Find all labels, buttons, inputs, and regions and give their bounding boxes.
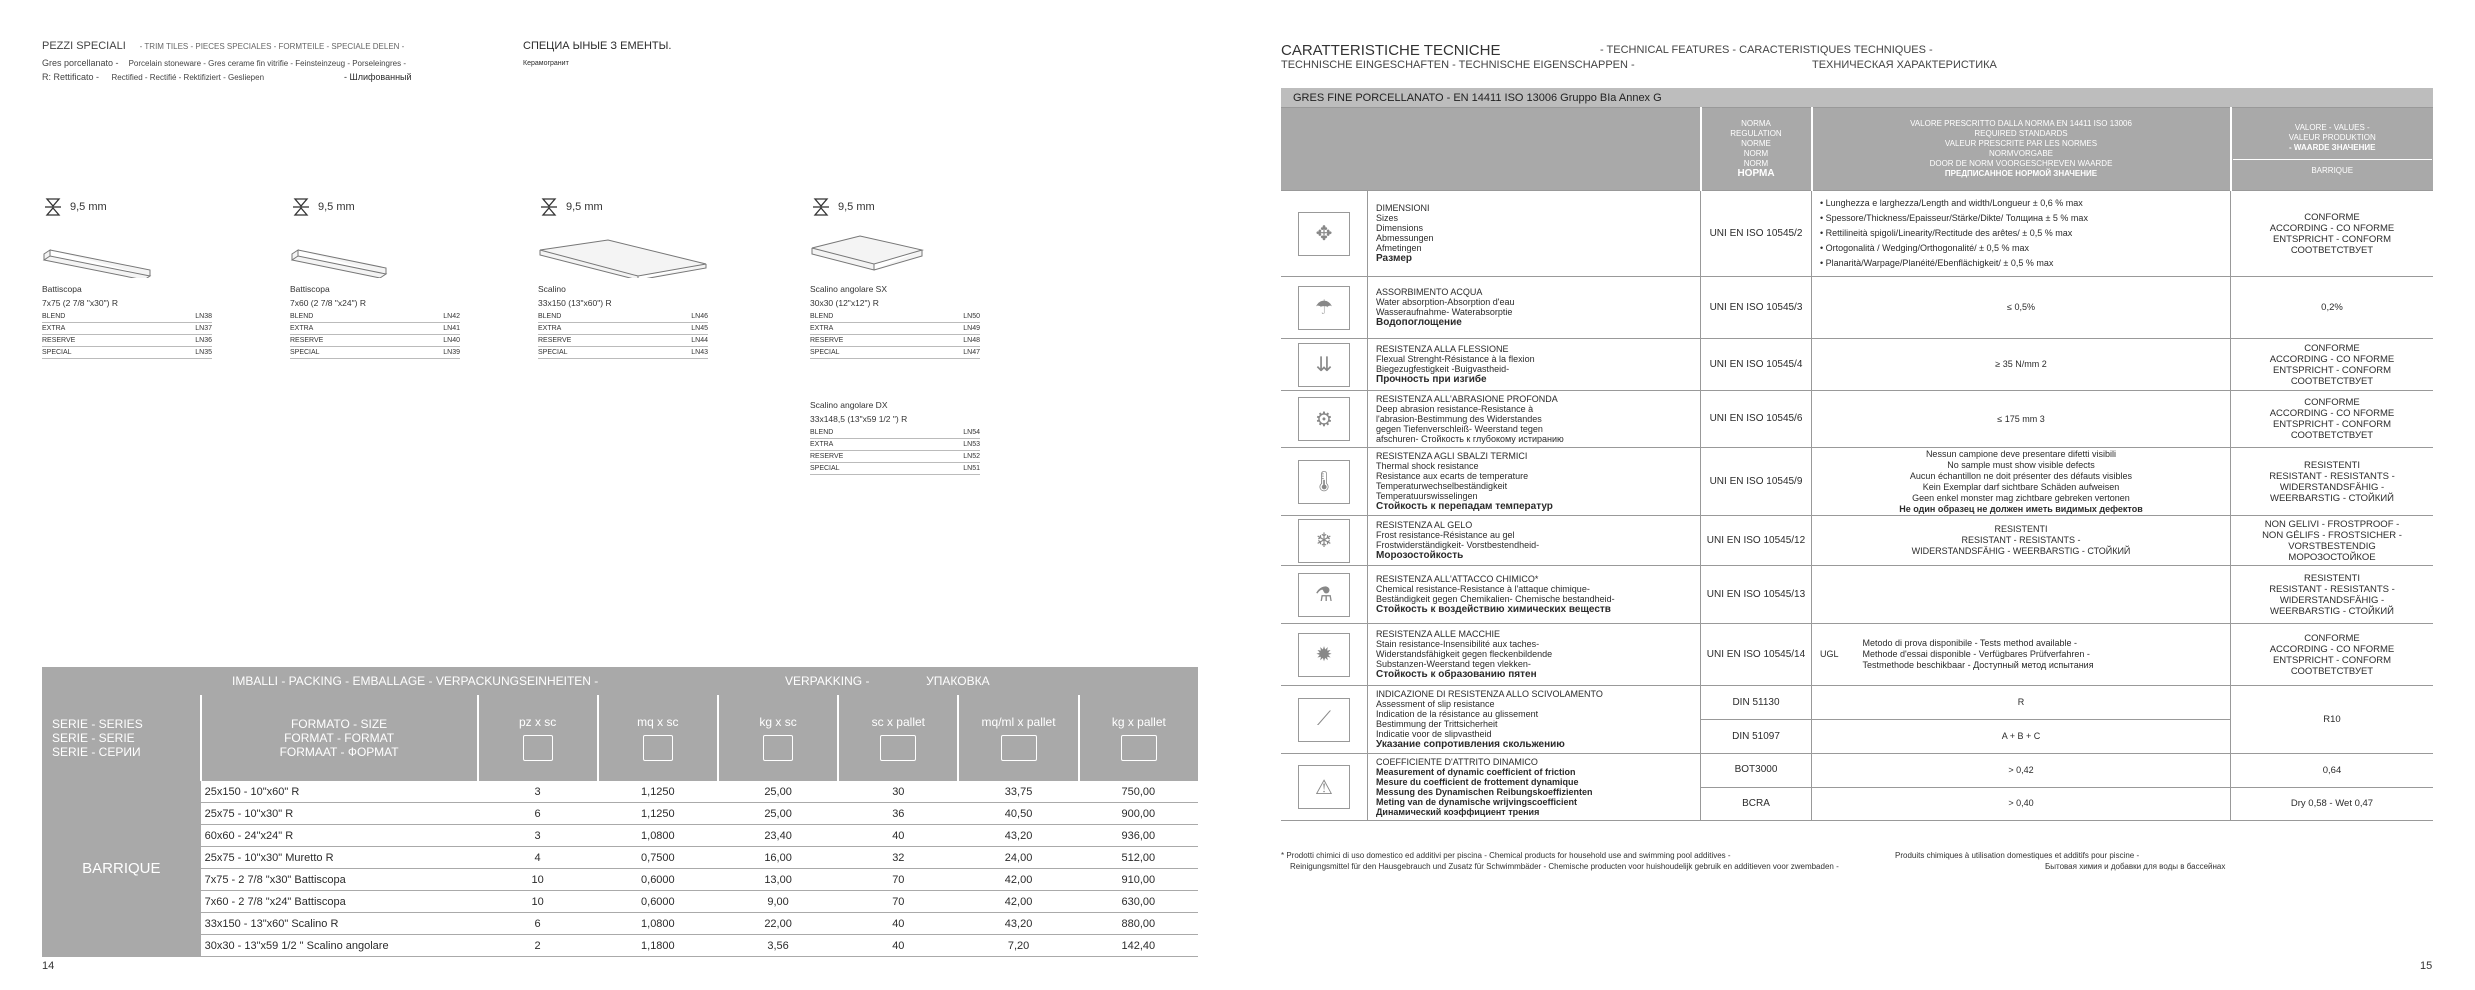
- req-cell: ≤ 0,5%: [1812, 277, 2231, 339]
- stain-icon: ✹: [1298, 633, 1350, 677]
- value-cell: 0,64: [2231, 754, 2434, 788]
- packing-title-2: VERPAKKING -: [785, 674, 870, 688]
- kg-cell: 13,00: [718, 869, 838, 891]
- col-pz: pz x sc: [478, 695, 598, 781]
- thickness-indicator: [538, 196, 738, 218]
- tech-row-flexion: ⇊ RESISTENZA ALLA FLESSIONE Flexual Strenght-Résistance à la flexion Biegezugfestigkeit -Buigvastheid- Прочность при изгибе UNI EN ISO 10545/4 ≥ 35 N/mm 2 CONFORME ACCORDING - CO NFORME ENTSPRICHT - CONFORM СООТВЕТСТВУЕТ: [1281, 339, 2433, 391]
- table-row: [42, 781, 1198, 803]
- packing-table: [42, 667, 1198, 957]
- variant: RESERVE: [810, 335, 940, 347]
- tech-row-slip-1: ⟋ INDICAZIONE DI RESISTENZA ALLO SCIVOLAMENTO Assessment of slip resistance Indication de la résistance au glissement Bestimmung der Trittsicherheit Indicatie voor de slipvastheid Указание сопротивления скольжению DIN 51130 R R10: [1281, 686, 2433, 720]
- variant: RESERVE: [538, 335, 668, 347]
- col-mq: mq x sc: [598, 695, 718, 781]
- left-header-line1: [42, 40, 404, 52]
- mq-pallet-cell: 42,00: [958, 891, 1078, 913]
- sc-pallet-cell: 30: [838, 781, 958, 803]
- tech-row-absorption: ☂ ASSORBIMENTO ACQUA Water absorption-Absorption d'eau Wasseraufnahme- Waterabsorptie Водопоглощение UNI EN ISO 10545/3 ≤ 0,5% 0,2%: [1281, 277, 2433, 339]
- sc-pallet-cell: 36: [838, 803, 958, 825]
- skirting-illustration: [42, 218, 152, 278]
- product-codes-table: [42, 311, 212, 359]
- product-block-3: [538, 196, 738, 359]
- norm-cell: UNI EN ISO 10545/14: [1701, 624, 1812, 686]
- format-cell: 25x150 - 10"x60" R: [201, 781, 478, 803]
- product-size: 7x75 (2 7/8 "x30") R: [42, 298, 118, 308]
- product-size: 30x30 (12"x12") R: [810, 298, 879, 308]
- product-name: Battiscopa: [42, 284, 82, 294]
- variant: RESERVE: [810, 451, 940, 463]
- product-size: 33x148,5 (13"x59 1/2 ") R: [810, 414, 908, 424]
- russian-title: СПЕЦИА ЫНЫЕ З ЕМЕНТЫ.: [523, 40, 672, 52]
- mq-cell: 1,1250: [598, 781, 718, 803]
- code: LN41: [420, 323, 460, 335]
- kg-pallet-cell: 630,00: [1079, 891, 1198, 913]
- req-cell: > 0,40: [1812, 787, 2231, 821]
- value-cell: 0,2%: [2231, 277, 2434, 339]
- kg-cell: 25,00: [718, 803, 838, 825]
- code: LN46: [668, 311, 708, 323]
- table-row: [42, 891, 1198, 913]
- code: LN37: [172, 323, 212, 335]
- tech-row-abrasion: ⚙ RESISTENZA ALL'ABRASIONE PROFONDA Deep abrasion resistance-Resistance à l'abrasion-Bestimmung des Widerstandes gegen Tiefenverschleiß- Weerstand tegen afschuren- Стойкость к глубокому истиранию UNI EN ISO 10545/6 ≤ 175 mm 3 CONFORME ACCORDING - CO NFORME ENTSPRICHT - CONFORM СООТВЕТСТВУЕТ: [1281, 391, 2433, 448]
- footnote-2b: Бытовая химия и добавки для воды в бассейнах: [2045, 862, 2226, 871]
- variant: BLEND: [538, 311, 668, 323]
- product-block-2: [290, 196, 490, 359]
- thickness-indicator: [42, 196, 242, 218]
- line3-label: R: Rettificato -: [42, 72, 100, 82]
- packing-title: IMBALLI - PACKING - EMBALLAGE - VERPACKUNGSEINHEITEN -: [232, 674, 599, 688]
- norm-cell: UNI EN ISO 10545/3: [1701, 277, 1812, 339]
- code: LN48: [940, 335, 980, 347]
- kg-cell: 3,56: [718, 935, 838, 957]
- tech-row-stains: ✹ RESISTENZA ALLE MACCHIE Stain resistance-Insensibilité aux taches- Widerstandsfähigkeit gegen fleckenbildende Substanzen-Weerstand tegen vlekken- Стойкость к образованию пятен UNI EN ISO 10545/14 UGL Metodo di prova disponibile - Tests method available - Methode d'essai disponible - Verfügbares Prüfverfahren - Testmethode beschikbaar - Доступный метод испытания CONFORME ACCORDING - CO NFORME ENTSPRICHT - CONFORM СООТВЕТСТВУЕТ: [1281, 624, 2433, 686]
- code: LN44: [668, 335, 708, 347]
- tech-row-thermal: 🌡 RESISTENZA AGLI SBALZI TERMICI Thermal shock resistance Resistance aux ecarts de temperature Temperaturwechselbeständigkeit Temperatuurswisselingen Стойкость к перепадам температур UNI EN ISO 10545/9 Nessun campione deve presentare difetti visibili No sample must show visible defects Aucun échantillon ne doit présenter des défauts visibles Kein Exemplar darf sichtbare Schäden aufweisen Geen enkel monster mag zichtbare gebreken vertonen Не один образец не должен иметь видимых дефектов RESISTENTI RESISTANT - RESISTANTS - WIDERSTANDSFÄHIG - WEERBARSTIG - СТОЙКИЙ: [1281, 448, 2433, 516]
- norm-cell: UNI EN ISO 10545/9: [1701, 448, 1812, 516]
- sc-pallet-cell: 40: [838, 935, 958, 957]
- footnote-1b: Produits chimiques à utilisation domestiques et additifs pour piscine -: [1895, 851, 2140, 860]
- product-block-5: [810, 396, 1010, 475]
- pz-cell: 2: [478, 935, 598, 957]
- page-number-left: 14: [42, 960, 55, 972]
- packing-column-headers: [42, 695, 1198, 781]
- mq-pallet-cell: 43,20: [958, 913, 1078, 935]
- product-codes-table: [810, 311, 980, 359]
- tech-row-chemical: ⚗ RESISTENZA ALL'ATTACCO CHIMICO* Chemical resistance-Resistance à l'attaque chimique- Beständigkeit gegen Chemikalien- Chemische bestandheid- Стойкость к воздействию химических веществ UNI EN ISO 10545/13 RESISTENTI RESISTANT - RESISTANTS - WIDERSTANDSFÄHIG - WEERBARSTIG - СТОЙКИЙ: [1281, 566, 2433, 624]
- mq-pallet-cell: 33,75: [958, 781, 1078, 803]
- thickness-label: 9,5 mm: [838, 201, 875, 213]
- mq-pallet-cell: 42,00: [958, 869, 1078, 891]
- tech-row-frost: ❄ RESISTENZA AL GELO Frost resistance-Résistance au gel Frostwiderständigkeit- Vorstbestendheid- Морозостойкость UNI EN ISO 10545/12 RESISTENTI RESISTANT - RESISTANTS - WIDERSTANDSFÄHIG - WEERBARSTIG - СТОЙКИЙ NON GELIVI - FROSTPROOF - NON GÉLIFS - FROSTSICHER - VORSTBESTENDIG МОРОЗОСТОЙКОЕ: [1281, 516, 2433, 566]
- code: LN54: [940, 427, 980, 439]
- sc-pallet-cell: 70: [838, 891, 958, 913]
- variant: SPECIAL: [290, 347, 420, 359]
- pz-cell: 6: [478, 803, 598, 825]
- kg-cell: 16,00: [718, 847, 838, 869]
- col-sc-pallet: sc x pallet: [838, 695, 958, 781]
- variant: EXTRA: [290, 323, 420, 335]
- kg-pallet-cell: 936,00: [1079, 825, 1198, 847]
- pz-cell: 3: [478, 825, 598, 847]
- kg-cell: 22,00: [718, 913, 838, 935]
- product-name: Scalino angolare DX: [810, 400, 888, 410]
- variant: SPECIAL: [538, 347, 668, 359]
- kg-cell: 9,00: [718, 891, 838, 913]
- variant: EXTRA: [810, 323, 940, 335]
- req-cell: R: [1812, 686, 2231, 720]
- slipping-person-icon: ⚠: [1298, 765, 1350, 809]
- code: LN35: [172, 347, 212, 359]
- mq-pallet-cell: 43,20: [958, 825, 1078, 847]
- line2-label: Gres porcellanato -: [42, 58, 119, 68]
- mq-cell: 1,0800: [598, 825, 718, 847]
- table-caption-row: [1281, 88, 2433, 108]
- col-mq-pallet: mq/ml x pallet: [958, 695, 1078, 781]
- page-number-right: 15: [2420, 960, 2433, 972]
- format-cell: 25x75 - 10"x30" R: [201, 803, 478, 825]
- norm-cell: UNI EN ISO 10545/13: [1701, 566, 1812, 624]
- arrows-icon: ✥: [1298, 212, 1350, 256]
- thickness-label: 9,5 mm: [318, 201, 355, 213]
- value-cell: Dry 0,58 - Wet 0,47: [2231, 787, 2434, 821]
- norm-cell: UNI EN ISO 10545/4: [1701, 339, 1812, 391]
- sc-pallet-cell: 32: [838, 847, 958, 869]
- thickness-label: 9,5 mm: [566, 201, 603, 213]
- mq-cell: 1,0800: [598, 913, 718, 935]
- line2-translations: Porcelain stoneware - Gres cerame fin vitrifie - Feinsteinzeug - Porseleingres -: [128, 59, 407, 68]
- pz-cell: 10: [478, 891, 598, 913]
- thickness-indicator: [290, 196, 490, 218]
- mq-cell: 1,1250: [598, 803, 718, 825]
- variant: EXTRA: [538, 323, 668, 335]
- kg-cell: 25,00: [718, 781, 838, 803]
- format-cell: 30x30 - 13"x59 1/2 " Scalino angolare: [201, 935, 478, 957]
- flask-icon: ⚗: [1298, 573, 1350, 617]
- value-cell: R10: [2231, 686, 2434, 754]
- tech-title-russian: ТЕХНИЧЕСКАЯ ХАРАКТЕРИСТИКА: [1812, 59, 1997, 71]
- product-size: 33x150 (13"x60") R: [538, 298, 612, 308]
- sc-pallet-cell: 40: [838, 825, 958, 847]
- tech-row-friction-1: ⚠ COEFFICIENTE D'ATTRITO DINAMICO Measurement of dynamic coefficient of friction Mesure du coefficient de frottement dynamique Messung des Dynamischen Reibungskoeffizienten Meting van de dynamische wrijvingscoefficient Динамический коэффициент трения BOT3000 > 0,42 0,64: [1281, 754, 2433, 788]
- mq-cell: 0,6000: [598, 869, 718, 891]
- code: LN47: [940, 347, 980, 359]
- norm-cell: BOT3000: [1701, 754, 1812, 788]
- pallet-icon: [1121, 735, 1157, 761]
- thickness-icon: [810, 196, 832, 218]
- gear-icon: ⚙: [1298, 397, 1350, 441]
- technical-table: [1281, 88, 2433, 821]
- box-icon: [523, 735, 553, 761]
- kg-pallet-cell: 900,00: [1079, 803, 1198, 825]
- tech-row-dimensions: ✥ DIMENSIONI Sizes Dimensions Abmessungen Afmetingen Размер UNI EN ISO 10545/2 • Lunghezza e larghezza/Length and width/Longueur ± 0,6 % max • Spessore/Thickness/Epaisseur/Stärke/Dikte/ Толщина ± 5 % max • Rettilineità spigoli/Linearity/Rectitude des arêtes/ ± 0,5 % max • Ortogonalità / Wedging/Orthogonalité/ ± 0,5 % max • Planarità/Warpage/Planéité/Ebenflächigkeit/ ± 0,5 % max CONFORME ACCORDING - CO NFORME ENTSPRICHT - CONFORM СООТВЕТСТВУЕТ: [1281, 191, 2433, 277]
- left-header-line2: [42, 58, 406, 68]
- table-caption: GRES FINE PORCELLANATO - EN 14411 ISO 13006 Gruppo BIa Annex G: [1281, 88, 2433, 108]
- thickness-indicator: [810, 196, 1010, 218]
- mq-pallet-cell: 24,00: [958, 847, 1078, 869]
- product-name: Scalino: [538, 284, 566, 294]
- sc-pallet-cell: 40: [838, 913, 958, 935]
- format-cell: 25x75 - 10"x30" Muretto R: [201, 847, 478, 869]
- format-cell: 60x60 - 24"x24" R: [201, 825, 478, 847]
- packing-title-ru: УПАКОВКА: [926, 674, 990, 688]
- table-row: [42, 869, 1198, 891]
- product-name: Battiscopa: [290, 284, 330, 294]
- kg-pallet-cell: 512,00: [1079, 847, 1198, 869]
- shoe-icon: ⟋: [1298, 698, 1350, 742]
- req-cell: > 0,42: [1812, 754, 2231, 788]
- product-codes-table: [810, 427, 980, 475]
- variant: BLEND: [42, 311, 172, 323]
- code: LN51: [940, 463, 980, 475]
- mq-cell: 0,7500: [598, 847, 718, 869]
- ugl-label: UGL: [1820, 649, 1839, 659]
- packing-title-bar: [42, 667, 1198, 695]
- norm-cell: UNI EN ISO 10545/6: [1701, 391, 1812, 448]
- thickness-icon: [538, 196, 560, 218]
- header-series: BARRIQUE: [2233, 159, 2433, 176]
- variant: BLEND: [810, 311, 940, 323]
- pz-cell: 4: [478, 847, 598, 869]
- header-required: VALORE PRESCRITTO DALLA NORMA EN 14411 ISO 13006 REQUIRED STANDARDS VALEUR PRESCRITE PAR LES NORMES NORMVORGABE DOOR DE NORM VOORGESCHREVEN WAARDE ПРЕДПИСАННОЕ НОРМОЙ ЗНАЧЕНИЕ: [1812, 108, 2231, 191]
- table-row: [42, 913, 1198, 935]
- variant: SPECIAL: [810, 347, 940, 359]
- variant: BLEND: [810, 427, 940, 439]
- code: LN49: [940, 323, 980, 335]
- thickness-icon: [42, 196, 64, 218]
- pz-cell: 10: [478, 869, 598, 891]
- req-cell: ≥ 35 N/mm 2: [1812, 339, 2231, 391]
- norm-cell: DIN 51097: [1701, 720, 1812, 754]
- header-norm: NORMA REGULATION NORME NORM NORM НОРМА: [1701, 108, 1812, 191]
- pz-cell: 6: [478, 913, 598, 935]
- thickness-icon: [290, 196, 312, 218]
- tech-header-row: [1281, 108, 2433, 191]
- tech-title-line2: TECHNISCHE EINGESCHAFTEN - TECHNISCHE EIGENSCHAPPEN -: [1281, 59, 1635, 71]
- code: LN52: [940, 451, 980, 463]
- table-row: [42, 803, 1198, 825]
- series-name: BARRIQUE: [42, 781, 201, 957]
- code: LN38: [172, 311, 212, 323]
- code: LN42: [420, 311, 460, 323]
- tech-title-translations: - TECHNICAL FEATURES - CARACTERISTIQUES TECHNIQUES -: [1600, 44, 1933, 56]
- table-row: [42, 825, 1198, 847]
- step-illustration: [538, 218, 708, 278]
- req-cell: A + B + C: [1812, 720, 2231, 754]
- table-row: [42, 935, 1198, 957]
- col-kg-pallet: kg x pallet: [1079, 695, 1198, 781]
- mq-pallet-cell: 40,50: [958, 803, 1078, 825]
- footnote-1: * Prodotti chimici di uso domestico ed additivi per piscina - Chemical products for household use and swimming pool additives -: [1281, 851, 1731, 860]
- req-cell: ≤ 175 mm 3: [1812, 391, 2231, 448]
- press-icon: ⇊: [1298, 343, 1350, 387]
- thermometer-icon: 🌡: [1298, 460, 1350, 504]
- format-cell: 7x75 - 2 7/8 "x30" Battiscopa: [201, 869, 478, 891]
- box-icon: [763, 735, 793, 761]
- kg-pallet-cell: 750,00: [1079, 781, 1198, 803]
- page-title: PEZZI SPECIALI: [42, 40, 126, 52]
- line3-russian: - Шлифованный: [344, 72, 412, 82]
- line2-russian: Керамогранит: [523, 60, 569, 67]
- code: LN45: [668, 323, 708, 335]
- tech-title: CARATTERISTICHE TECNICHE: [1281, 42, 1501, 59]
- mq-cell: 0,6000: [598, 891, 718, 913]
- header-values: VALORE - VALUES - VALEUR PRODUKTION - WAARDE ЗНАЧЕНИЕ BARRIQUE: [2231, 108, 2434, 191]
- umbrella-icon: ☂: [1298, 286, 1350, 330]
- col-kg: kg x sc: [718, 695, 838, 781]
- variant: EXTRA: [42, 323, 172, 335]
- pallet-icon: [880, 735, 916, 761]
- product-name: Scalino angolare SX: [810, 284, 888, 294]
- title-translations: - TRIM TILES - PIECES SPECIALES - FORMTEILE - SPECIALE DELEN -: [139, 42, 405, 51]
- format-cell: 7x60 - 2 7/8 "x24" Battiscopa: [201, 891, 478, 913]
- kg-pallet-cell: 142,40: [1079, 935, 1198, 957]
- format-cell: 33x150 - 13"x60" Scalino R: [201, 913, 478, 935]
- variant: RESERVE: [42, 335, 172, 347]
- variant: SPECIAL: [810, 463, 940, 475]
- col-format: FORMATO - SIZE FORMAT - FORMAT FORMAAT - ФОРМАТ: [201, 695, 478, 781]
- product-codes-table: [538, 311, 708, 359]
- product-block-1: [42, 196, 242, 359]
- mq-cell: 1,1800: [598, 935, 718, 957]
- product-size: 7x60 (2 7/8 "x24") R: [290, 298, 366, 308]
- sc-pallet-cell: 70: [838, 869, 958, 891]
- kg-cell: 23,40: [718, 825, 838, 847]
- table-row: [42, 847, 1198, 869]
- code: LN36: [172, 335, 212, 347]
- variant: SPECIAL: [42, 347, 172, 359]
- box-icon: [643, 735, 673, 761]
- variant: BLEND: [290, 311, 420, 323]
- code: LN40: [420, 335, 460, 347]
- left-header-line3: [42, 72, 264, 82]
- thickness-label: 9,5 mm: [70, 201, 107, 213]
- variant: RESERVE: [290, 335, 420, 347]
- corner-step-illustration: [810, 218, 930, 278]
- skirting-illustration: [290, 218, 400, 278]
- norm-cell: DIN 51130: [1701, 686, 1812, 720]
- line3-translations: Rectified - Rectifié - Rektifiziert - Gesliepen: [111, 73, 265, 82]
- col-series: SERIE - SERIES SERIE - SERIE SERIE - СЕРИИ: [42, 695, 201, 781]
- mq-pallet-cell: 7,20: [958, 935, 1078, 957]
- variant: EXTRA: [810, 439, 940, 451]
- pallet-icon: [1001, 735, 1037, 761]
- code: LN50: [940, 311, 980, 323]
- footnote-2: Reinigungsmittel für den Hausgebrauch und Zusatz für Schwimmbäder - Chemische producten voor huishoudelijk gebruik en additieven voor zwembaden -: [1290, 862, 1839, 871]
- norm-cell: UNI EN ISO 10545/12: [1701, 516, 1812, 566]
- product-block-4: [810, 196, 1010, 359]
- kg-pallet-cell: 880,00: [1079, 913, 1198, 935]
- code: LN43: [668, 347, 708, 359]
- norm-cell: UNI EN ISO 10545/2: [1701, 191, 1812, 277]
- code: LN53: [940, 439, 980, 451]
- code: LN39: [420, 347, 460, 359]
- kg-pallet-cell: 910,00: [1079, 869, 1198, 891]
- pz-cell: 3: [478, 781, 598, 803]
- norm-cell: BCRA: [1701, 787, 1812, 821]
- product-codes-table: [290, 311, 460, 359]
- snowflake-icon: ❄: [1298, 519, 1350, 563]
